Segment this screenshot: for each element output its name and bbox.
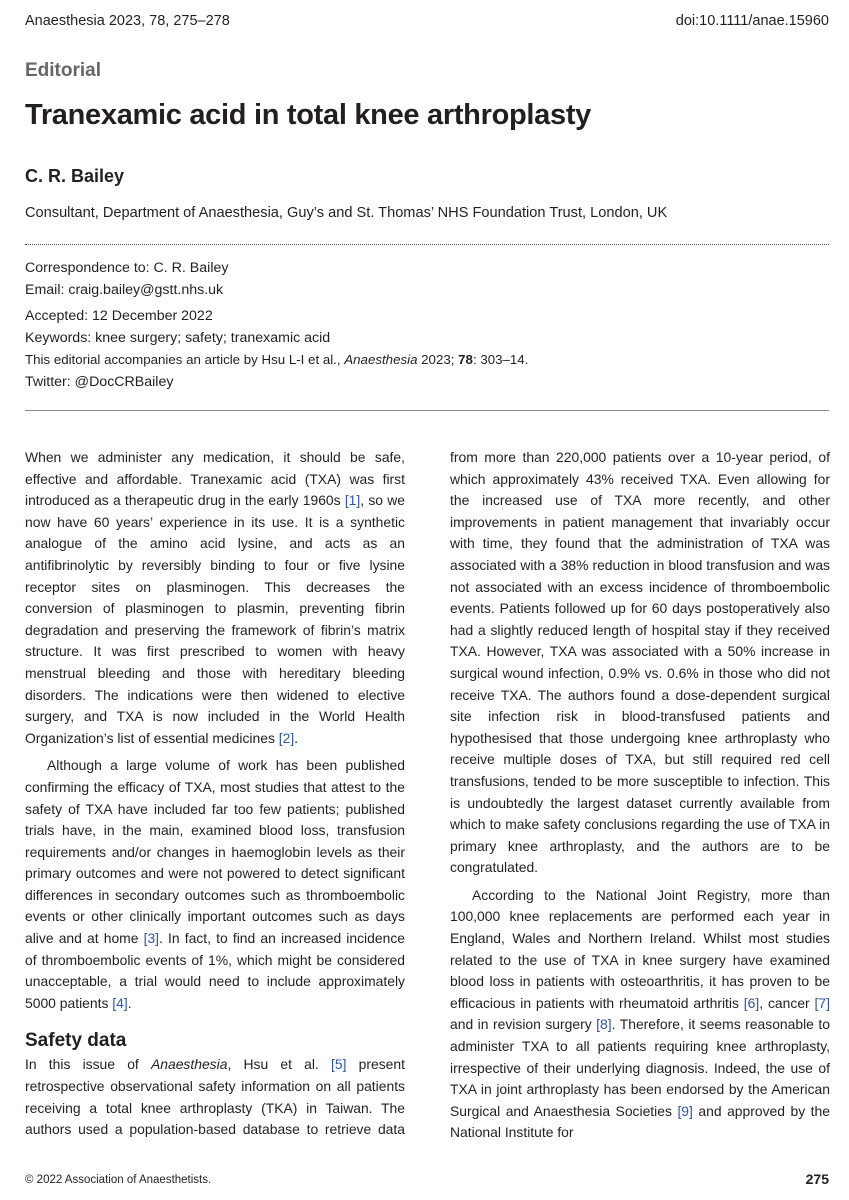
citation-link-2[interactable]: [2] xyxy=(278,729,295,746)
text-run: . In fact, to find an increased incidence of thromboembolic events of 1%, which might be considered unacceptable, a trial would need to include approximately 5000 patients xyxy=(25,930,405,1011)
accompanies-pages: : 303–14. xyxy=(472,352,529,367)
citation-link-3[interactable]: [3] xyxy=(143,930,160,947)
paragraph-3-start xyxy=(25,1054,405,1140)
citation-link-6[interactable]: [6] xyxy=(743,994,760,1011)
dotted-divider xyxy=(25,244,829,245)
text-run: , Hsu et al. xyxy=(227,1056,332,1073)
header-divider xyxy=(25,410,829,411)
citation-link-1[interactable]: [1] xyxy=(344,492,361,509)
text-run: and in revision surgery xyxy=(450,1016,597,1033)
keywords-line: Keywords: knee surgery; safety; tranexamic acid xyxy=(25,330,331,346)
volume-number: 78 xyxy=(458,352,473,367)
section-label: Editorial xyxy=(25,60,102,81)
article-title: Tranexamic acid in total knee arthroplasty xyxy=(25,99,591,131)
accepted-date: Accepted: 12 December 2022 xyxy=(25,308,213,324)
paragraph-3-continued: from more than 220,000 patients over a 10-year period, of which approximately 43% received TXA. Even allowing for the increased use of TXA more recently, and other improvements in patient management that invariably occur with time, they found that the administration of TXA was associated with a 38% reduction in blood transfusion and was not associated with an excess incidence of thromboembolic events. Patients followed up for 60 days postoperatively also had a slightly reduced length of hospital stay if they received TXA. However, TXA was associated with a 50% increase in surgical wound infection, 0.9% vs. 0.6% in those who did not receive TXA. The authors found a dose-dependent surgical site infection risk in blood-transfused patients and hypothesised that those undergoing knee arthroplasty who receive multiple doses of TXA, but still required red cell transfusions, tended to be more susceptible to infection. This is undoubtedly the largest dataset currently available from which to make safety conclusions regarding the use of TXA in primary knee arthroplasty, and the authors are to be congratulated. xyxy=(450,449,830,876)
text-run: When we administer any medication, it should be safe, effective and affordable. Tranexamic acid (TXA) was first introduced as a therapeutic drug in the early 1960s xyxy=(25,449,405,509)
author-affiliation: Consultant, Department of Anaesthesia, Guy’s and St. Thomas’ NHS Foundation Trust, London, UK xyxy=(25,205,668,221)
text-run: , so we now have 60 years’ experience in its use. It is a synthetic analogue of the amino acid lysine, and acts as an antifibrinolytic by reversibly binding to four or five lysine receptor sites on plasminogen. This decreases the conversion of plasminogen to plasmin, preventing fibrin degradation and preserving the framework of fibrin’s matrix structure. It was first prescribed to women with heavy menstrual bleeding and those with hereditary bleeding disorders. The indications were then widened to elective surgery, and TXA is now included in the World Health Organization’s list of essential medicines xyxy=(25,492,405,746)
paragraph-1 xyxy=(25,447,405,749)
copyright-notice: © 2022 Association of Anaesthetists. xyxy=(25,1174,212,1186)
section-heading: Safety data xyxy=(25,1030,127,1052)
text-run: . xyxy=(294,729,299,746)
journal-name: Anaesthesia xyxy=(344,352,418,367)
page-number: 275 xyxy=(805,1171,829,1187)
left-column xyxy=(25,447,405,1141)
citation-link-9[interactable]: [9] xyxy=(677,1102,693,1119)
text-run: . xyxy=(127,994,132,1011)
author-name: C. R. Bailey xyxy=(25,166,125,186)
right-column xyxy=(450,447,830,1144)
text-run: In this issue of xyxy=(25,1056,151,1073)
doi-link[interactable]: doi:10.1111/anae.15960 xyxy=(675,13,829,29)
twitter-handle[interactable]: Twitter: @DocCRBailey xyxy=(25,374,174,390)
accompanying-article-note xyxy=(25,351,528,369)
correspondence-line: Correspondence to: C. R. Bailey xyxy=(25,260,229,276)
citation-link-8[interactable]: [8] xyxy=(596,1016,612,1033)
text-run: , cancer xyxy=(759,994,815,1011)
text-run: present retrospective observational safety information on all patients receiving a total knee arthroplasty (TKA) in Taiwan. The authors used a population-based database to retrieve data xyxy=(25,1056,405,1138)
paragraph-2 xyxy=(25,755,405,1014)
accompanies-year: 2023; xyxy=(417,352,459,367)
text-run: Although a large volume of work has been published confirming the efficacy of TXA, most studies that attest to the safety of TXA have included far too few patients; published trials have, in the main, examined blood loss, transfusion requirements and/or changes in haemoglobin levels as their primary outcomes and were not powered to detect significant differences in secondary outcomes such as thromboembolic events or other clinically important outcomes such as days alive and at home xyxy=(25,757,405,947)
journal-name: Anaesthesia xyxy=(150,1056,228,1073)
text-run: . Therefore, it seems reasonable to administer TXA to all patients requiring knee arthroplasty, irrespective of their underlying diagnosis. Indeed, the use of TXA in joint arthroplasty has been endorsed by the American Surgical and Anaesthesia Societies xyxy=(450,1016,830,1119)
citation-link-7[interactable]: [7] xyxy=(814,994,830,1011)
email-line[interactable]: Email: craig.bailey@gstt.nhs.uk xyxy=(25,282,224,298)
paragraph-4 xyxy=(450,885,830,1144)
text-run: and approved by the National Institute for xyxy=(450,1102,830,1141)
text-run: According to the National Joint Registry, more than 100,000 knee replacements are performed each year in England, Wales and Northern Ireland. Whilst most studies related to the use of TXA in knee surgery have examined blood loss in patients with osteoarthritis, it has proven to be efficacious in patients with rheumatoid arthritis xyxy=(450,886,830,1011)
journal-reference: Anaesthesia 2023, 78, 275–278 xyxy=(25,13,230,29)
citation-link-5[interactable]: [5] xyxy=(331,1056,347,1073)
citation-link-4[interactable]: [4] xyxy=(112,994,128,1011)
accompanies-prefix: This editorial accompanies an article by Hsu L-I et al., xyxy=(25,352,345,367)
